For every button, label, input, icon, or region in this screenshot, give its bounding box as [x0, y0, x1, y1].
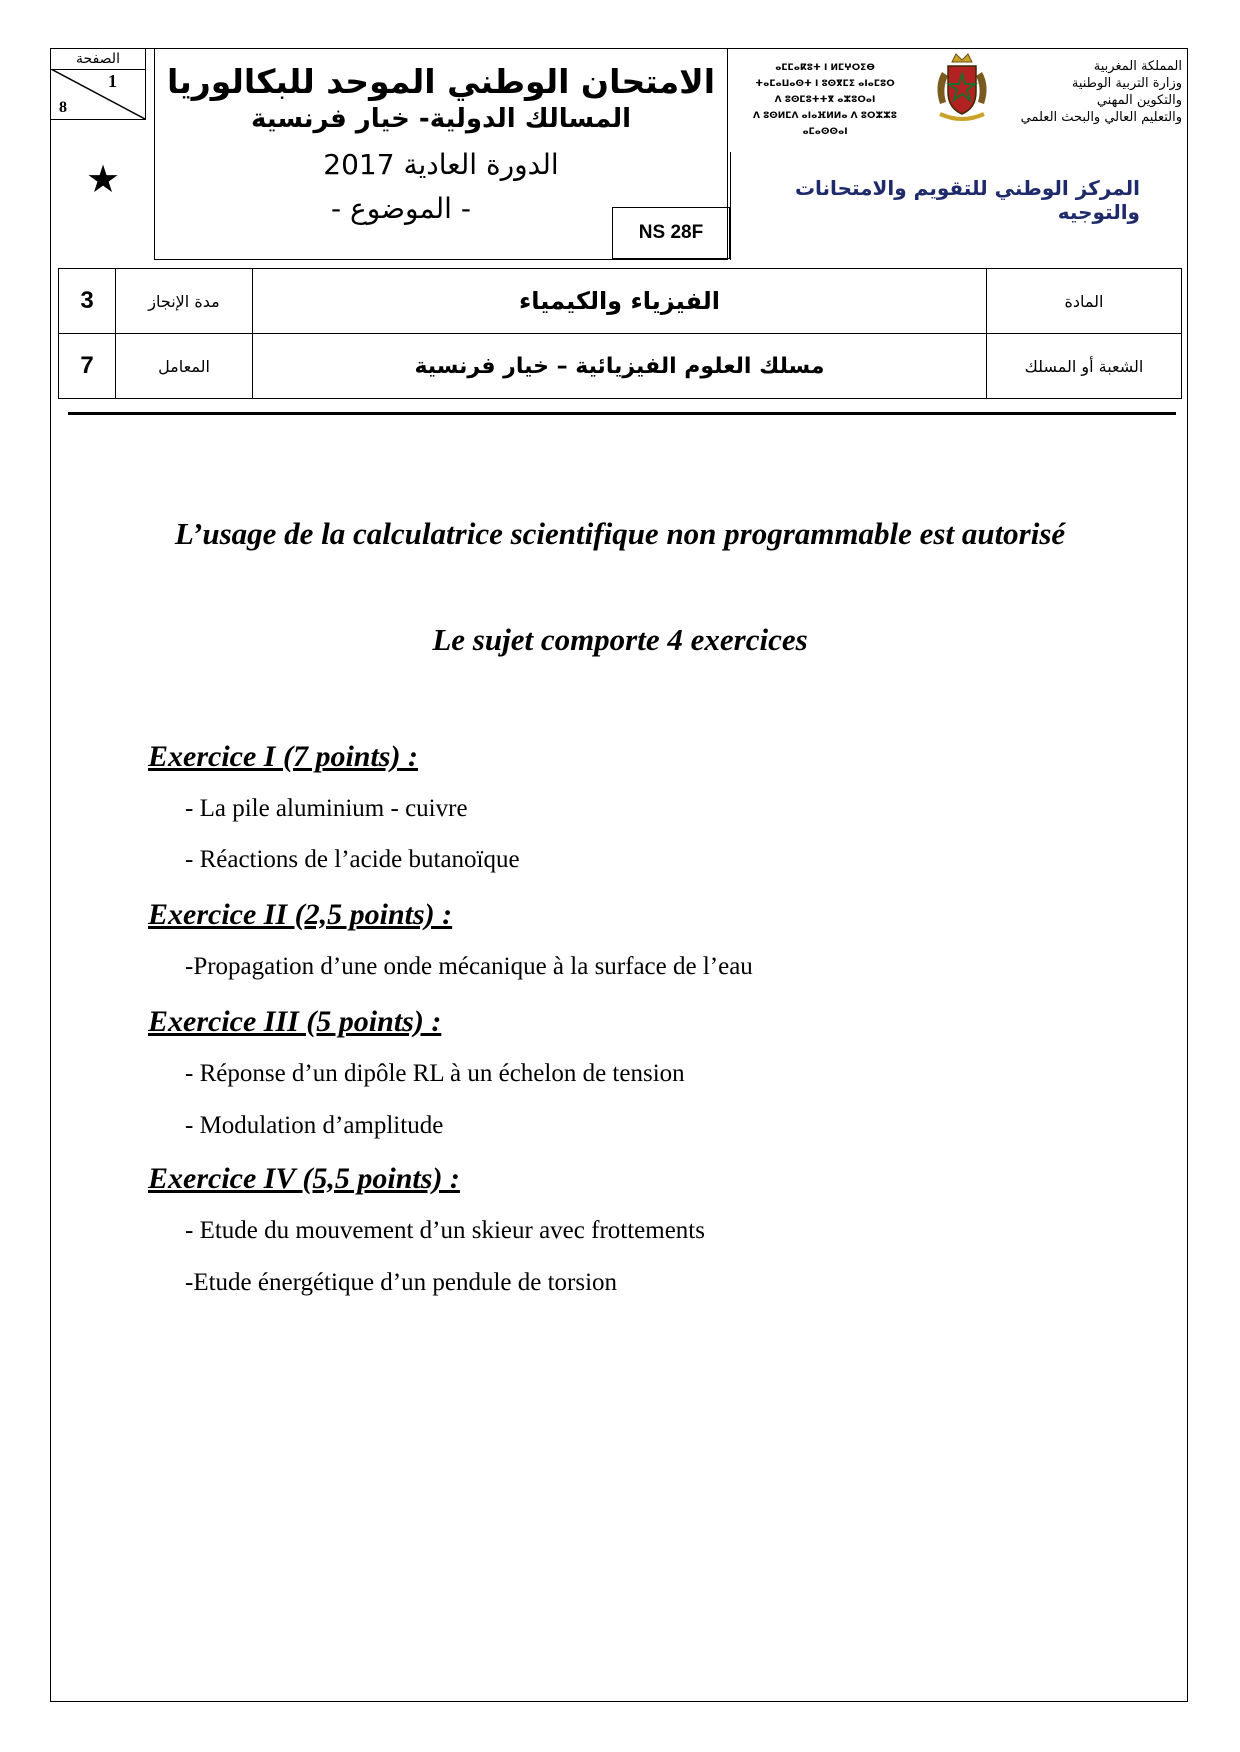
header-separator: [68, 412, 1176, 415]
exercise-count: Le sujet comporte 4 exercices: [432, 622, 808, 657]
subject-name: الفيزياء والكيمياء: [253, 269, 987, 334]
exam-track: المسالك الدولية- خيار فرنسية: [250, 104, 632, 134]
tifinagh-line: ⴰⵎⵎⴰⴽⵓⵜ ⵏ ⵍⵎⵖⵔⵉⴱ: [775, 63, 875, 73]
title-box-right-border: [730, 152, 731, 260]
exercise-1-item: - La pile aluminium - cuivre: [185, 795, 468, 822]
coefficient-label: المعامل: [116, 334, 253, 399]
ministry-name: [1000, 58, 1182, 126]
calculator-notice: L’usage de la calculatrice scientifique non programmable est autorisé: [174, 516, 1066, 551]
track-label: الشعبة أو المسلك: [987, 334, 1182, 399]
ministry-line: وزارة التربية الوطنية: [1071, 76, 1182, 91]
duration-value: 3: [59, 269, 116, 334]
royal-coat-of-arms-icon: [930, 52, 994, 124]
exam-code: NS 28F: [612, 207, 730, 259]
evaluation-center-name: المركز الوطني للتقويم والامتحانات والتوجيه: [794, 176, 1140, 224]
exam-title: الامتحان الوطني الموحد للبكالوريا: [166, 62, 716, 101]
exercise-3-item: - Réponse d’un dipôle RL à un échelon de tension: [185, 1060, 685, 1087]
exercise-4-item: -Etude énergétique d’un pendule de torsion: [185, 1269, 618, 1296]
page-current: 1: [108, 71, 117, 91]
page-label: الصفحة: [76, 51, 120, 67]
subject-label: المادة: [987, 269, 1182, 334]
page-total: 8: [59, 99, 67, 116]
table-row: [59, 334, 1182, 399]
ministry-line: والتكوين المهني: [1096, 93, 1182, 108]
exercise-1-title: Exercice I (7 points) :: [148, 740, 418, 773]
exam-session: الدورة العادية 2017: [323, 148, 559, 181]
star-icon: ★: [86, 157, 121, 201]
coefficient-value: 7: [59, 334, 116, 399]
exercise-4-item: - Etude du mouvement d’un skieur avec frottements: [185, 1217, 705, 1244]
exercise-2-item: -Propagation d’une onde mécanique à la surface de l’eau: [185, 953, 753, 980]
exercise-3-title: Exercice III (5 points) :: [148, 1005, 442, 1038]
ministry-tifinagh-name: [735, 60, 915, 140]
exam-subject-label: - الموضوع -: [331, 192, 471, 225]
page-number-box: [50, 48, 146, 120]
exam-info-table: [58, 268, 1182, 399]
tifinagh-line: ⴷ ⵓⵙⵍⵎⴷ ⴰⵏⴰⴼⵍⵍⴰ ⴷ ⵓⵔⵣⵣⵓ ⴰⵎⴰⵙⵙⴰⵏ: [752, 111, 897, 137]
exercise-3-item: - Modulation d’amplitude: [185, 1112, 444, 1139]
tifinagh-line: ⵜⴰⵎⴰⵡⴰⵙⵜ ⵏ ⵓⵙⴳⵎⵉ ⴰⵏⴰⵎⵓⵔ: [755, 79, 895, 89]
duration-label: مدة الإنجاز: [116, 269, 253, 334]
track-name: مسلك العلوم الفيزيائية – خيار فرنسية: [253, 334, 987, 399]
exercise-4-title: Exercice IV (5,5 points) :: [148, 1162, 460, 1195]
exercise-1-item: - Réactions de l’acide butanoïque: [185, 846, 520, 873]
ministry-line: والتعليم العالي والبحث العلمي: [1020, 110, 1182, 125]
exercise-2-title: Exercice II (2,5 points) :: [148, 898, 453, 931]
tifinagh-line: ⴷ ⵓⵙⵎⵓⵜⵜⴳ ⴰⵣⵓⵔⴰⵏ: [774, 95, 876, 105]
ministry-line: المملكة المغربية: [1093, 59, 1182, 74]
table-row: [59, 269, 1182, 334]
